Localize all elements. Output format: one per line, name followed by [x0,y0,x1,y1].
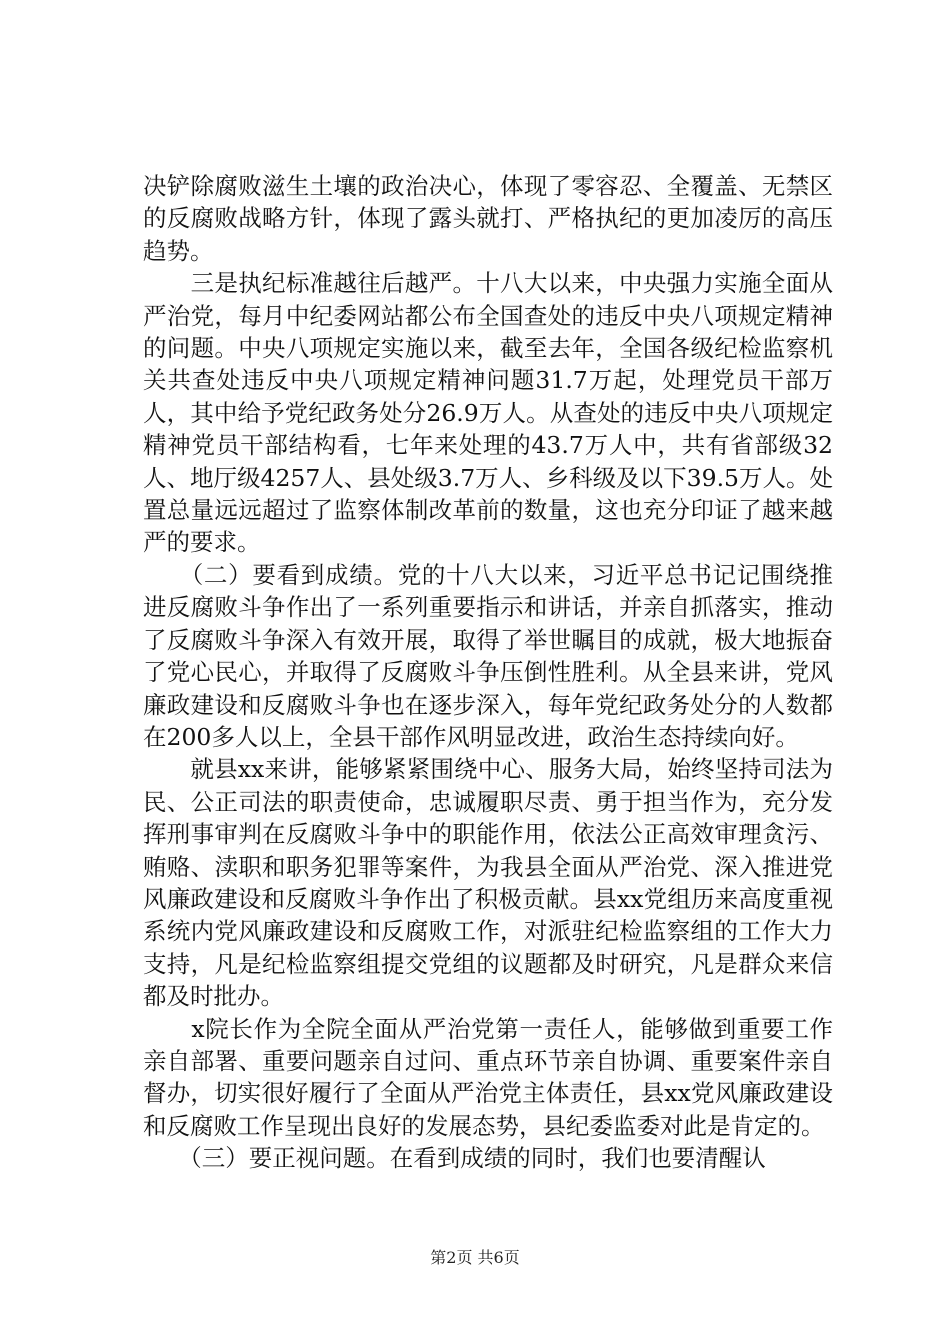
paragraph-3: （二）要看到成绩。党的十八大以来，习近平总书记记围绕推进反腐败斗争作出了一系列重要指示和讲话，并亲自抓落实，推动了反腐败斗争深入有效开展，取得了举世瞩目的成就，极大地振奋了党心民心，并取得了反腐败斗争压倒性胜利。从全县来讲，党风廉政建设和反腐败斗争也在逐步深入，每年党纪政务处分的人数都在200多人以上，全县干部作风明显改进，政治生态持续向好。 [143,560,833,751]
paragraph-4: 就县xx来讲，能够紧紧围绕中心、服务大局，始终坚持司法为民、公正司法的职责使命，忠诚履职尽责、勇于担当作为，充分发挥刑事审判在反腐败斗争中的职能作用，依法公正高效审理贪污、贿赂、渎职和职务犯罪等案件，为我县全面从严治党、深入推进党风廉政建设和反腐败斗争作出了积极贡献。县xx党组历来高度重视系统内党风廉政建设和反腐败工作，对派驻纪检监察组的工作大力支持，凡是纪检监察组提交党组的议题都及时研究，凡是群众来信都及时批办。 [143,755,833,1011]
paragraph-1: 决铲除腐败滋生土壤的政治决心，体现了零容忍、全覆盖、无禁区的反腐败战略方针，体现了露头就打、严格执纪的更加凌厉的高压趋势。 [143,172,833,265]
paragraph-2: 三是执纪标准越往后越严。十八大以来，中央强力实施全面从严治党，每月中纪委网站都公布全国查处的违反中央八项规定精神的问题。中央八项规定实施以来，截至去年，全国各级纪检监察机关共查处违反中央八项规定精神问题31.7万起，处理党员干部万人，其中给予党纪政务处分26.9万人。从查处的违反中央八项规定精神党员干部结构看，七年来处理的43.7万人中，共有省部级32人、地厅级4257人、县处级3.7万人、乡科级及以下39.5万人。处置总量远远超过了监察体制改革前的数量，这也充分印证了越来越严的要求。 [143,269,834,557]
page-number-footer: 第2页 共6页 [430,1248,520,1267]
paragraph-6: （三）要正视问题。在看到成绩的同时，我们也要清醒认 [143,1144,766,1173]
document-body [143,170,833,1175]
paragraph-5: x院长作为全院全面从严治党第一责任人，能够做到重要工作亲自部署、重要问题亲自过问、重点环节亲自协调、重要案件亲自督办，切实很好履行了全面从严治党主体责任，县xx党风廉政建设和反腐败工作呈现出良好的发展态势，县纪委监委对此是肯定的。 [143,1014,833,1140]
